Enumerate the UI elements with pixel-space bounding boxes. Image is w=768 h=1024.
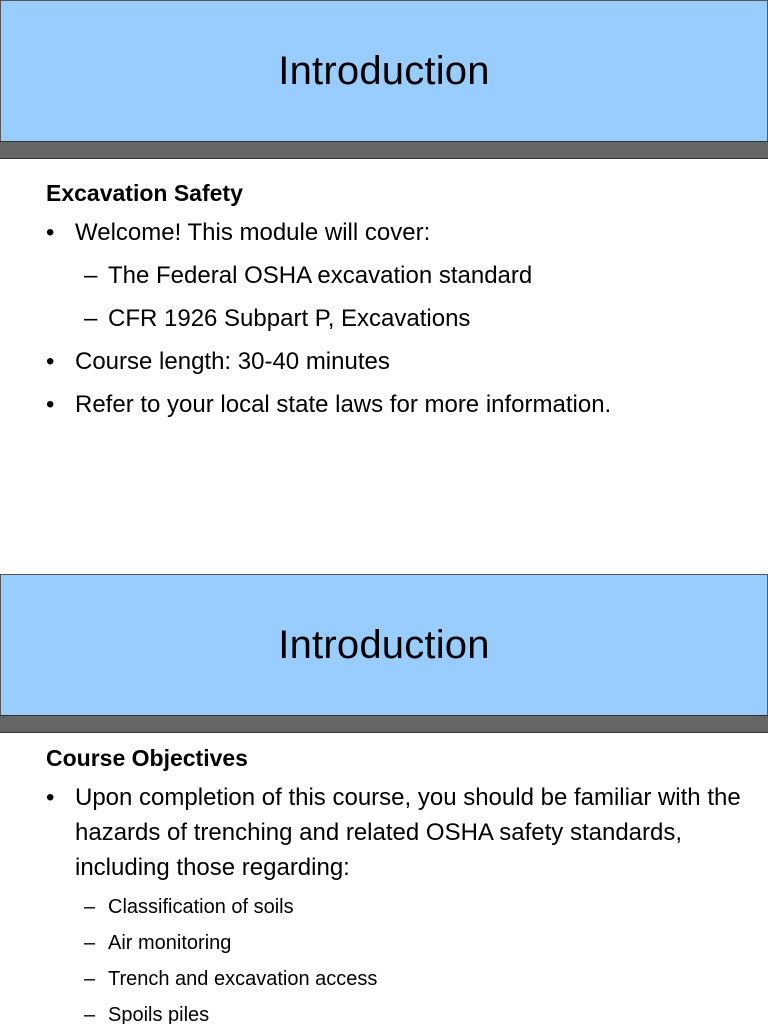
sub-bullet-text: Trench and excavation access <box>108 968 378 990</box>
title-band <box>0 0 768 142</box>
dash-glyph: – <box>84 262 98 289</box>
bullet-text: Welcome! This module will cover: <box>75 219 431 246</box>
sub-bullet-text: Air monitoring <box>108 932 232 954</box>
divider-bar <box>0 141 768 159</box>
slide-subheading: Excavation Safety <box>46 180 243 206</box>
bullet-glyph: • <box>46 348 55 375</box>
slide-body <box>46 175 748 430</box>
sub-bullet-item <box>46 928 748 958</box>
slide-body <box>46 740 748 1024</box>
sub-bullet-text: CFR 1926 Subpart P, Excavations <box>108 305 471 332</box>
slide-title: Introduction <box>278 48 490 93</box>
dash-glyph: – <box>84 1004 96 1024</box>
sub-bullet-item <box>46 892 748 922</box>
title-band <box>0 574 768 716</box>
bullet-glyph: • <box>46 219 55 246</box>
bullet-text: Course length: 30-40 minutes <box>75 348 390 375</box>
dash-glyph: – <box>84 932 96 954</box>
sub-bullet-text: Spoils piles <box>108 1004 210 1024</box>
slide-2 <box>0 574 768 1024</box>
divider-bar <box>0 715 768 733</box>
dash-glyph: – <box>84 968 96 990</box>
sub-bullet-text: The Federal OSHA excavation standard <box>108 262 533 289</box>
sub-bullet-item <box>46 964 748 994</box>
sub-bullet-item <box>46 258 748 294</box>
dash-glyph: – <box>84 896 96 918</box>
bullet-item <box>46 344 748 380</box>
bullet-item <box>46 387 748 423</box>
bullet-item <box>46 780 748 885</box>
slide-subheading: Course Objectives <box>46 745 248 771</box>
slide-title: Introduction <box>278 622 490 667</box>
sub-bullet-text: Classification of soils <box>108 896 294 918</box>
bullet-glyph: • <box>46 391 55 418</box>
sub-bullet-item <box>46 1000 748 1024</box>
bullet-text: Upon completion of this course, you should be familiar with the hazards of trenching and related OSHA safety standards, including those regarding: <box>75 784 741 881</box>
bullet-item <box>46 215 748 251</box>
sub-bullet-item <box>46 301 748 337</box>
dash-glyph: – <box>84 305 98 332</box>
bullet-glyph: • <box>46 784 55 811</box>
bullet-text: Refer to your local state laws for more information. <box>75 391 612 418</box>
